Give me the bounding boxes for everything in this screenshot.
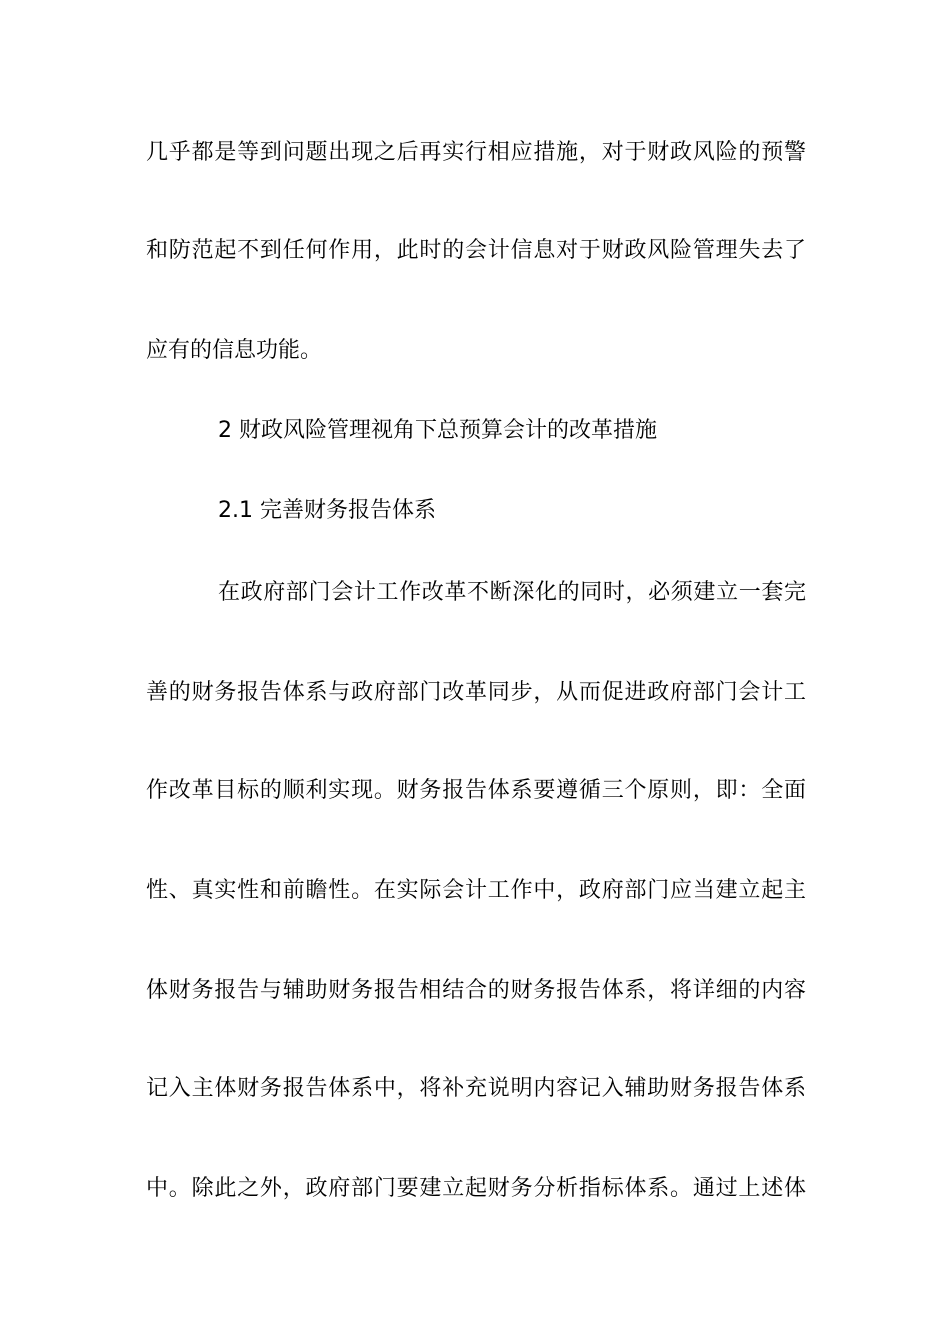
section-heading: 2 财政风险管理视角下总预算会计的改革措施 [218, 418, 657, 443]
paragraph-line: 性、真实性和前瞻性。在实际会计工作中，政府部门应当建立起主 [146, 878, 806, 903]
subsection-heading: 2.1 完善财务报告体系 [218, 498, 436, 523]
paragraph-line: 体财务报告与辅助财务报告相结合的财务报告体系，将详细的内容 [146, 978, 806, 1003]
paragraph-line: 善的财务报告体系与政府部门改革同步，从而促进政府部门会计工 [146, 680, 806, 705]
paragraph-line: 作改革目标的顺利实现。财务报告体系要遵循三个原则，即：全面 [146, 778, 806, 803]
paragraph-line: 记入主体财务报告体系中，将补充说明内容记入辅助财务报告体系 [146, 1076, 806, 1101]
paragraph-line: 和防范起不到任何作用，此时的会计信息对于财政风险管理失去了 [146, 238, 806, 263]
paragraph-line: 几乎都是等到问题出现之后再实行相应措施，对于财政风险的预警 [146, 140, 806, 165]
paragraph-line: 应有的信息功能。 [146, 338, 323, 363]
paragraph-line: 中。除此之外，政府部门要建立起财务分析指标体系。通过上述体 [146, 1176, 806, 1201]
paragraph-line: 在政府部门会计工作改革不断深化的同时，必须建立一套完 [218, 580, 806, 605]
